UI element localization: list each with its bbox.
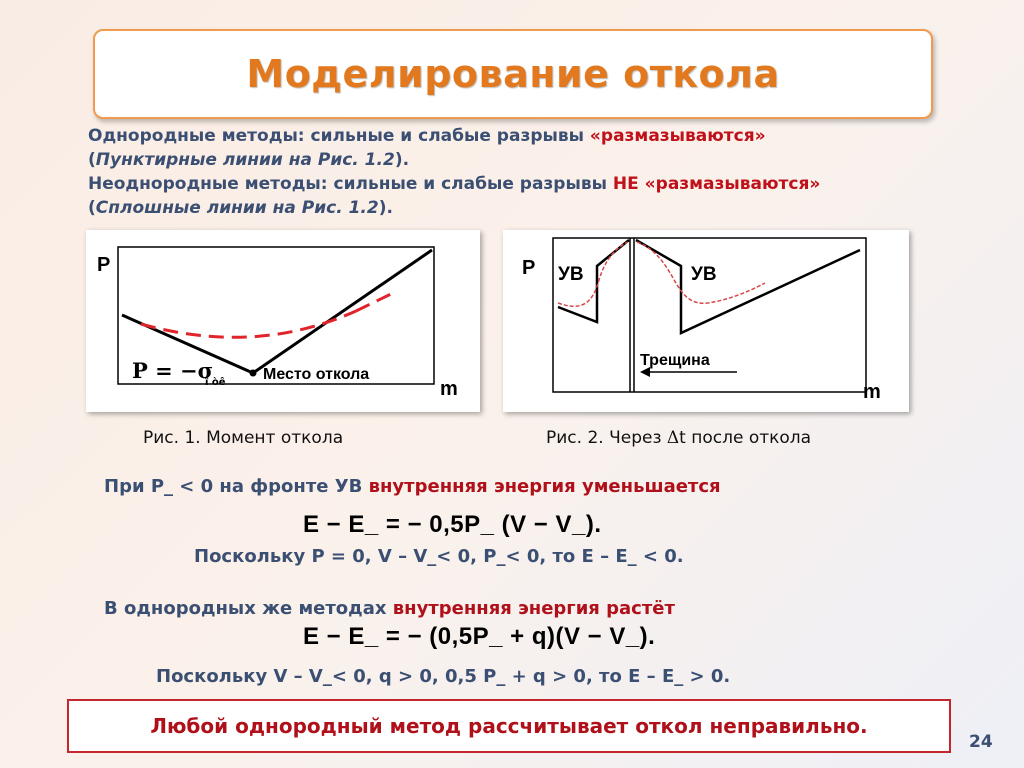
conclusion-text: Любой однородный метод рассчитывает откол неправильно. <box>150 714 868 738</box>
fig2-m-label: m <box>863 381 881 403</box>
title-box <box>93 29 933 119</box>
figure-2-diagram <box>503 230 909 412</box>
fig2-uv1-label: УВ <box>558 264 584 285</box>
fig1-formula-subscript: î òê <box>205 377 226 388</box>
section-1-text: При P_ < 0 на фронте УВ <box>104 476 369 497</box>
intro-line-3-text: Неоднородные методы: сильные и слабые разрывы <box>88 174 613 194</box>
intro-line-2-open: ( <box>88 150 96 170</box>
intro-line-4-close: ). <box>378 198 393 218</box>
intro-line-3-highlight: НЕ «размазываются» <box>612 174 821 194</box>
section-2-since: Поскольку V – V_< 0, q > 0, 0,5 P_ + q > 0, то E – E_ > 0. <box>156 666 731 687</box>
section-1-heading <box>104 476 721 497</box>
intro-line-1 <box>88 124 958 148</box>
fig1-spall-label: Место откола <box>263 366 370 383</box>
section-2-formula: E − E_ = − (0,5P_ + q)(V − V_). <box>303 623 656 650</box>
conclusion-box <box>67 699 951 753</box>
fig1-dashed-profile-end <box>356 294 391 311</box>
intro-line-1-text: Однородные методы: сильные и слабые разрывы <box>88 126 590 146</box>
delta-symbol: Δ <box>666 428 680 448</box>
fig1-dashed-profile <box>141 311 356 337</box>
figure-1 <box>86 230 480 412</box>
intro-line-1-highlight: «размазываются» <box>589 126 766 146</box>
figure-2-caption-text: Рис. 2. Через <box>546 428 667 448</box>
intro-text <box>88 124 958 220</box>
section-1-since: Поскольку P = 0, V – V_< 0, P_< 0, то E – E_ < 0. <box>194 546 684 567</box>
intro-line-3 <box>88 172 958 196</box>
fig1-m-label: m <box>440 378 458 400</box>
fig1-solid-profile <box>122 250 432 373</box>
fig1-p-label: P <box>97 254 111 276</box>
section-1-highlight: внутренняя энергия уменьшается <box>368 476 721 497</box>
intro-line-4-italic: Сплошные линии на Рис. 1.2 <box>95 198 379 218</box>
intro-line-2-italic: Пунктирные линии на Рис. 1.2 <box>95 150 395 170</box>
spall-point <box>250 370 257 377</box>
figure-2-caption-text-end: t после откола <box>679 428 812 448</box>
fig1-formula: P = −σ <box>132 358 214 383</box>
slide-title: Моделирование откола <box>246 52 780 96</box>
section-2-heading <box>104 598 675 619</box>
intro-line-4 <box>88 196 958 220</box>
fig2-uv2-label: УВ <box>691 264 717 285</box>
section-1-formula: E − E_ = − 0,5P_ (V − V_). <box>303 511 602 538</box>
section-2-text: В однородных же методах <box>104 598 393 619</box>
fig2-right-profile <box>636 240 860 333</box>
figure-2 <box>503 230 909 412</box>
intro-line-4-open: ( <box>88 198 96 218</box>
figure-1-diagram <box>86 230 480 412</box>
page-number: 24 <box>969 732 993 752</box>
figure-1-caption: Рис. 1. Момент откола <box>143 428 344 448</box>
intro-line-2-close: ). <box>394 150 410 170</box>
fig2-p-label: P <box>522 257 536 279</box>
section-2-highlight: внутренняя энергия растёт <box>392 598 675 619</box>
fig2-crack-label: Трещина <box>640 352 710 369</box>
figure-2-caption <box>546 428 811 448</box>
intro-line-2 <box>88 148 958 172</box>
